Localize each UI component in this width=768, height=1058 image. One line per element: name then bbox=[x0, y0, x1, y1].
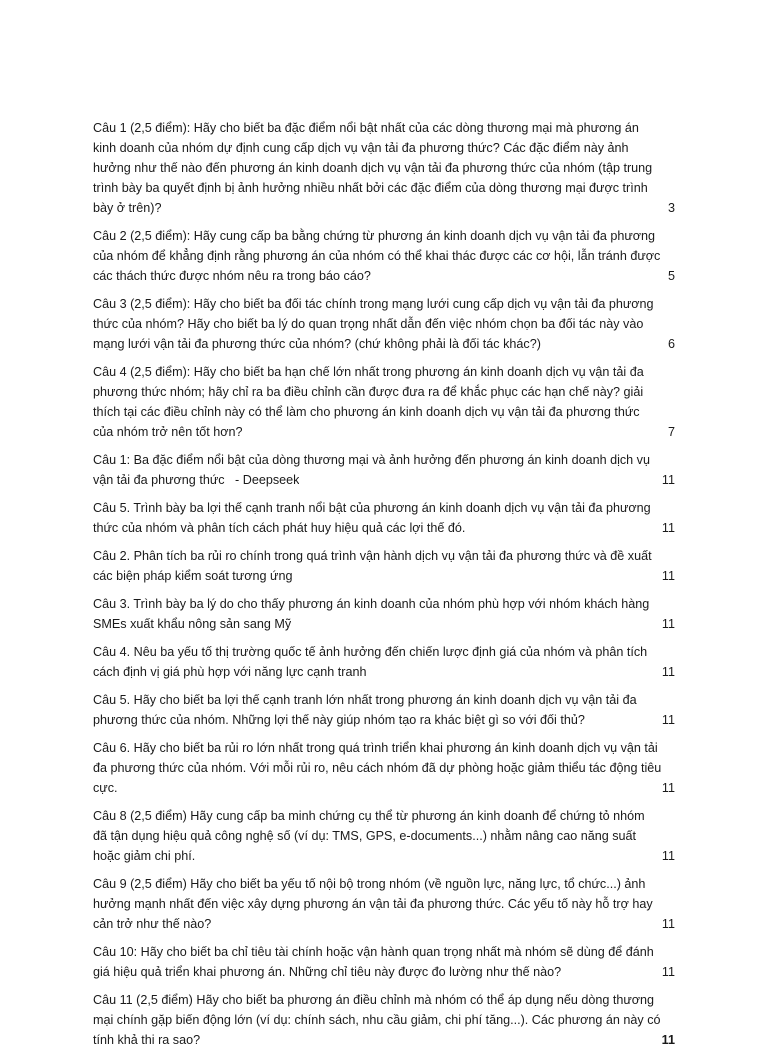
toc-entry-text: Câu 1: Ba đặc điểm nổi bật của dòng thương mại và ảnh hưởng đến phương án kinh doanh dịch vụ bbox=[93, 453, 650, 467]
toc-page-number: 6 bbox=[667, 337, 675, 351]
toc-entry-line bbox=[93, 738, 675, 758]
table-of-contents bbox=[93, 118, 675, 1058]
toc-entry-text: trình bày ba quyết định bị ảnh hưởng nhiều nhất bởi các đặc điểm của dòng thương mại được trình bbox=[93, 181, 648, 195]
toc-page-number: 11 bbox=[661, 965, 675, 979]
toc-entry-line bbox=[93, 826, 675, 846]
toc-entry-text: thích tại các điều chỉnh này có thể làm cho phương án kinh doanh dịch vụ vận tải đa phương thức bbox=[93, 405, 640, 419]
toc-entry[interactable] bbox=[93, 498, 675, 538]
toc-entry-text: Câu 10: Hãy cho biết ba chỉ tiêu tài chính hoặc vận hành quan trọng nhất mà nhóm sẽ dùng để đánh bbox=[93, 945, 654, 959]
toc-entry-line bbox=[93, 118, 675, 138]
toc-entry-text: vận tải đa phương thức - Deepseek bbox=[93, 473, 300, 487]
toc-entry[interactable] bbox=[93, 118, 675, 218]
toc-entry-text: cách định vị giá phù hợp với năng lực cạnh tranh bbox=[93, 665, 367, 679]
toc-entry-text: Câu 6. Hãy cho biết ba rủi ro lớn nhất trong quá trình triển khai phương án kinh doanh dịch vụ vận tải bbox=[93, 741, 658, 755]
toc-page-number: 11 bbox=[661, 917, 675, 931]
toc-entry-line bbox=[93, 942, 675, 962]
toc-entry-line bbox=[93, 846, 675, 866]
toc-entry-text: cản trở như thế nào? bbox=[93, 917, 212, 931]
toc-entry-text: phương thức nhóm; hãy chỉ ra ba điều chỉnh cần được đưa ra để khắc phục các hạn chế này? giải bbox=[93, 385, 644, 399]
toc-page-number: 11 bbox=[661, 1033, 675, 1047]
toc-page-number: 3 bbox=[667, 201, 675, 215]
toc-entry-text: thức của nhóm và phân tích cách phát huy hiệu quả các lợi thế đó. bbox=[93, 521, 466, 535]
toc-entry-text: mạng lưới vận tải đa phương thức của nhóm? (chứ không phải là đối tác khác?) bbox=[93, 337, 541, 351]
toc-entry-text: tính khả thi ra sao? bbox=[93, 1033, 201, 1047]
toc-entry[interactable] bbox=[93, 546, 675, 586]
toc-entry-line bbox=[93, 962, 675, 982]
toc-entry-text: của nhóm trở nên tốt hơn? bbox=[93, 425, 243, 439]
toc-page-number: 11 bbox=[661, 521, 675, 535]
toc-entry-line bbox=[93, 642, 675, 662]
toc-entry-line bbox=[93, 422, 675, 442]
toc-entry-line bbox=[93, 382, 675, 402]
toc-entry-line bbox=[93, 614, 675, 634]
toc-entry-line bbox=[93, 178, 675, 198]
toc-entry[interactable] bbox=[93, 942, 675, 982]
toc-entry-line bbox=[93, 266, 675, 286]
toc-entry-line bbox=[93, 894, 675, 914]
toc-entry-line bbox=[93, 334, 675, 354]
toc-entry-line bbox=[93, 1030, 675, 1050]
toc-entry-text: Câu 1 (2,5 điểm): Hãy cho biết ba đặc điểm nổi bật nhất của các dòng thương mại mà phương án bbox=[93, 121, 639, 135]
toc-entry-text: Câu 4 (2,5 điểm): Hãy cho biết ba hạn chế lớn nhất trong phương án kinh doanh dịch vụ vận tải đa bbox=[93, 365, 644, 379]
toc-entry-text: giá hiệu quả triển khai phương án. Những chỉ tiêu này được đo lường như thế nào? bbox=[93, 965, 562, 979]
toc-entry-text: Câu 4. Nêu ba yếu tố thị trường quốc tế ảnh hưởng đến chiến lược định giá của nhóm và phân tích bbox=[93, 645, 648, 659]
toc-entry-line bbox=[93, 226, 675, 246]
toc-entry-text: bày ở trên)? bbox=[93, 201, 162, 215]
toc-entry-line bbox=[93, 198, 675, 218]
toc-entry-line bbox=[93, 778, 675, 798]
toc-entry[interactable] bbox=[93, 690, 675, 730]
toc-entry-text: Câu 2. Phân tích ba rủi ro chính trong quá trình vận hành dịch vụ vận tải đa phương thức và đề xuất bbox=[93, 549, 652, 563]
toc-entry-line bbox=[93, 914, 675, 934]
toc-entry[interactable] bbox=[93, 294, 675, 354]
toc-entry-text: Câu 11 (2,5 điểm) Hãy cho biết ba phương án điều chỉnh mà nhóm có thể áp dụng nếu dòng thương bbox=[93, 993, 655, 1007]
toc-entry-text: các biện pháp kiểm soát tương ứng bbox=[93, 569, 293, 583]
toc-entry-text: đã tận dụng hiệu quả công nghệ số (ví dụ: TMS, GPS, e-documents...) nhằm nâng cao năng suất bbox=[93, 829, 637, 843]
toc-entry-line bbox=[93, 546, 675, 566]
toc-entry-line bbox=[93, 294, 675, 314]
toc-entry-text: các thách thức được nhóm nêu ra trong báo cáo? bbox=[93, 269, 371, 283]
toc-entry-line bbox=[93, 662, 675, 682]
toc-entry-line bbox=[93, 806, 675, 826]
toc-entry-text: Câu 9 (2,5 điểm) Hãy cho biết ba yếu tố nội bộ trong nhóm (về nguồn lực, năng lực, tổ chức...) ảnh bbox=[93, 877, 646, 891]
toc-entry-text: Câu 3 (2,5 điểm): Hãy cho biết ba đối tác chính trong mạng lưới cung cấp dịch vụ vận tải đa phương bbox=[93, 297, 654, 311]
toc-entry[interactable] bbox=[93, 362, 675, 442]
toc-entry-line bbox=[93, 758, 675, 778]
toc-entry-text: phương thức của nhóm. Những lợi thế này giúp nhóm tạo ra khác biệt gì so với đối thủ? bbox=[93, 713, 585, 727]
toc-page-number: 11 bbox=[661, 849, 675, 863]
toc-entry-text: hưởng mạnh nhất đến việc xây dựng phương án vận tải đa phương thức. Các yếu tố này hỗ trợ hay bbox=[93, 897, 653, 911]
toc-page-number: 11 bbox=[661, 617, 675, 631]
toc-entry[interactable] bbox=[93, 806, 675, 866]
toc-entry[interactable] bbox=[93, 226, 675, 286]
toc-entry-line bbox=[93, 594, 675, 614]
toc-page-number: 7 bbox=[667, 425, 675, 439]
toc-entry-line bbox=[93, 138, 675, 158]
toc-entry[interactable] bbox=[93, 642, 675, 682]
toc-entry-text: Câu 3. Trình bày ba lý do cho thấy phương án kinh doanh của nhóm phù hợp với nhóm khách hàng bbox=[93, 597, 650, 611]
toc-entry-line bbox=[93, 450, 675, 470]
toc-entry-line bbox=[93, 470, 675, 490]
toc-entry-line bbox=[93, 498, 675, 518]
toc-entry-line bbox=[93, 402, 675, 422]
toc-entry-text: đa phương thức của nhóm. Với mỗi rủi ro, nêu cách nhóm đã dự phòng hoặc giảm thiểu tác động tiêu bbox=[93, 761, 662, 775]
toc-entry-text: SMEs xuất khẩu nông sản sang Mỹ bbox=[93, 617, 292, 631]
toc-entry-line bbox=[93, 566, 675, 586]
toc-page-number: 11 bbox=[661, 713, 675, 727]
toc-entry-text: Câu 2 (2,5 điểm): Hãy cung cấp ba bằng chứng từ phương án kinh doanh dịch vụ vận tải đa phương bbox=[93, 229, 656, 243]
toc-entry-line bbox=[93, 710, 675, 730]
toc-entry[interactable] bbox=[93, 738, 675, 798]
toc-entry-line bbox=[93, 314, 675, 334]
toc-entry-text: kinh doanh của nhóm dự định cung cấp dịch vụ vận tải đa phương thức? Các đặc điểm này ảnh bbox=[93, 141, 629, 155]
toc-page-number: 11 bbox=[661, 665, 675, 679]
toc-page-number: 11 bbox=[661, 781, 675, 795]
toc-entry-text: cực. bbox=[93, 781, 118, 795]
toc-entry[interactable] bbox=[93, 874, 675, 934]
toc-entry-text: thức của nhóm? Hãy cho biết ba lý do quan trọng nhất dẫn đến việc nhóm chọn ba đối tác này vào bbox=[93, 317, 644, 331]
toc-entry-line bbox=[93, 246, 675, 266]
toc-entry-text: Câu 8 (2,5 điểm) Hãy cung cấp ba minh chứng cụ thể từ phương án kinh doanh để chứng tỏ nhóm bbox=[93, 809, 645, 823]
toc-entry-text: Câu 5. Hãy cho biết ba lợi thế cạnh tranh lớn nhất trong phương án kinh doanh dịch vụ vận tải đa bbox=[93, 693, 637, 707]
toc-entry-line bbox=[93, 1010, 675, 1030]
toc-entry-text: Câu 5. Trình bày ba lợi thế cạnh tranh nổi bật của phương án kinh doanh dịch vụ vận tải đa phương bbox=[93, 501, 651, 515]
toc-entry[interactable] bbox=[93, 450, 675, 490]
toc-entry-text: mại chính gặp biến động lớn (ví dụ: chính sách, nhu cầu giảm, chi phí tăng...). Các phương án này có bbox=[93, 1013, 661, 1027]
toc-entry[interactable] bbox=[93, 594, 675, 634]
toc-entry-line bbox=[93, 518, 675, 538]
toc-entry-line bbox=[93, 690, 675, 710]
toc-entry-line bbox=[93, 362, 675, 382]
toc-entry-line bbox=[93, 158, 675, 178]
toc-entry-line bbox=[93, 990, 675, 1010]
toc-page-number: 5 bbox=[667, 269, 675, 283]
toc-entry[interactable] bbox=[93, 990, 675, 1050]
toc-entry-text: hoặc giảm chi phí. bbox=[93, 849, 196, 863]
toc-entry-text: hưởng như thế nào đến phương án kinh doanh dịch vụ vận tải đa phương thức của nhóm (tập trung bbox=[93, 161, 653, 175]
toc-entry-line bbox=[93, 874, 675, 894]
toc-entry-text: của nhóm để khẳng định rằng phương án của nhóm có thể khai thác được các cơ hội, lẫn tránh được bbox=[93, 249, 661, 263]
toc-page-number: 11 bbox=[661, 569, 675, 583]
toc-page-number: 11 bbox=[661, 473, 675, 487]
